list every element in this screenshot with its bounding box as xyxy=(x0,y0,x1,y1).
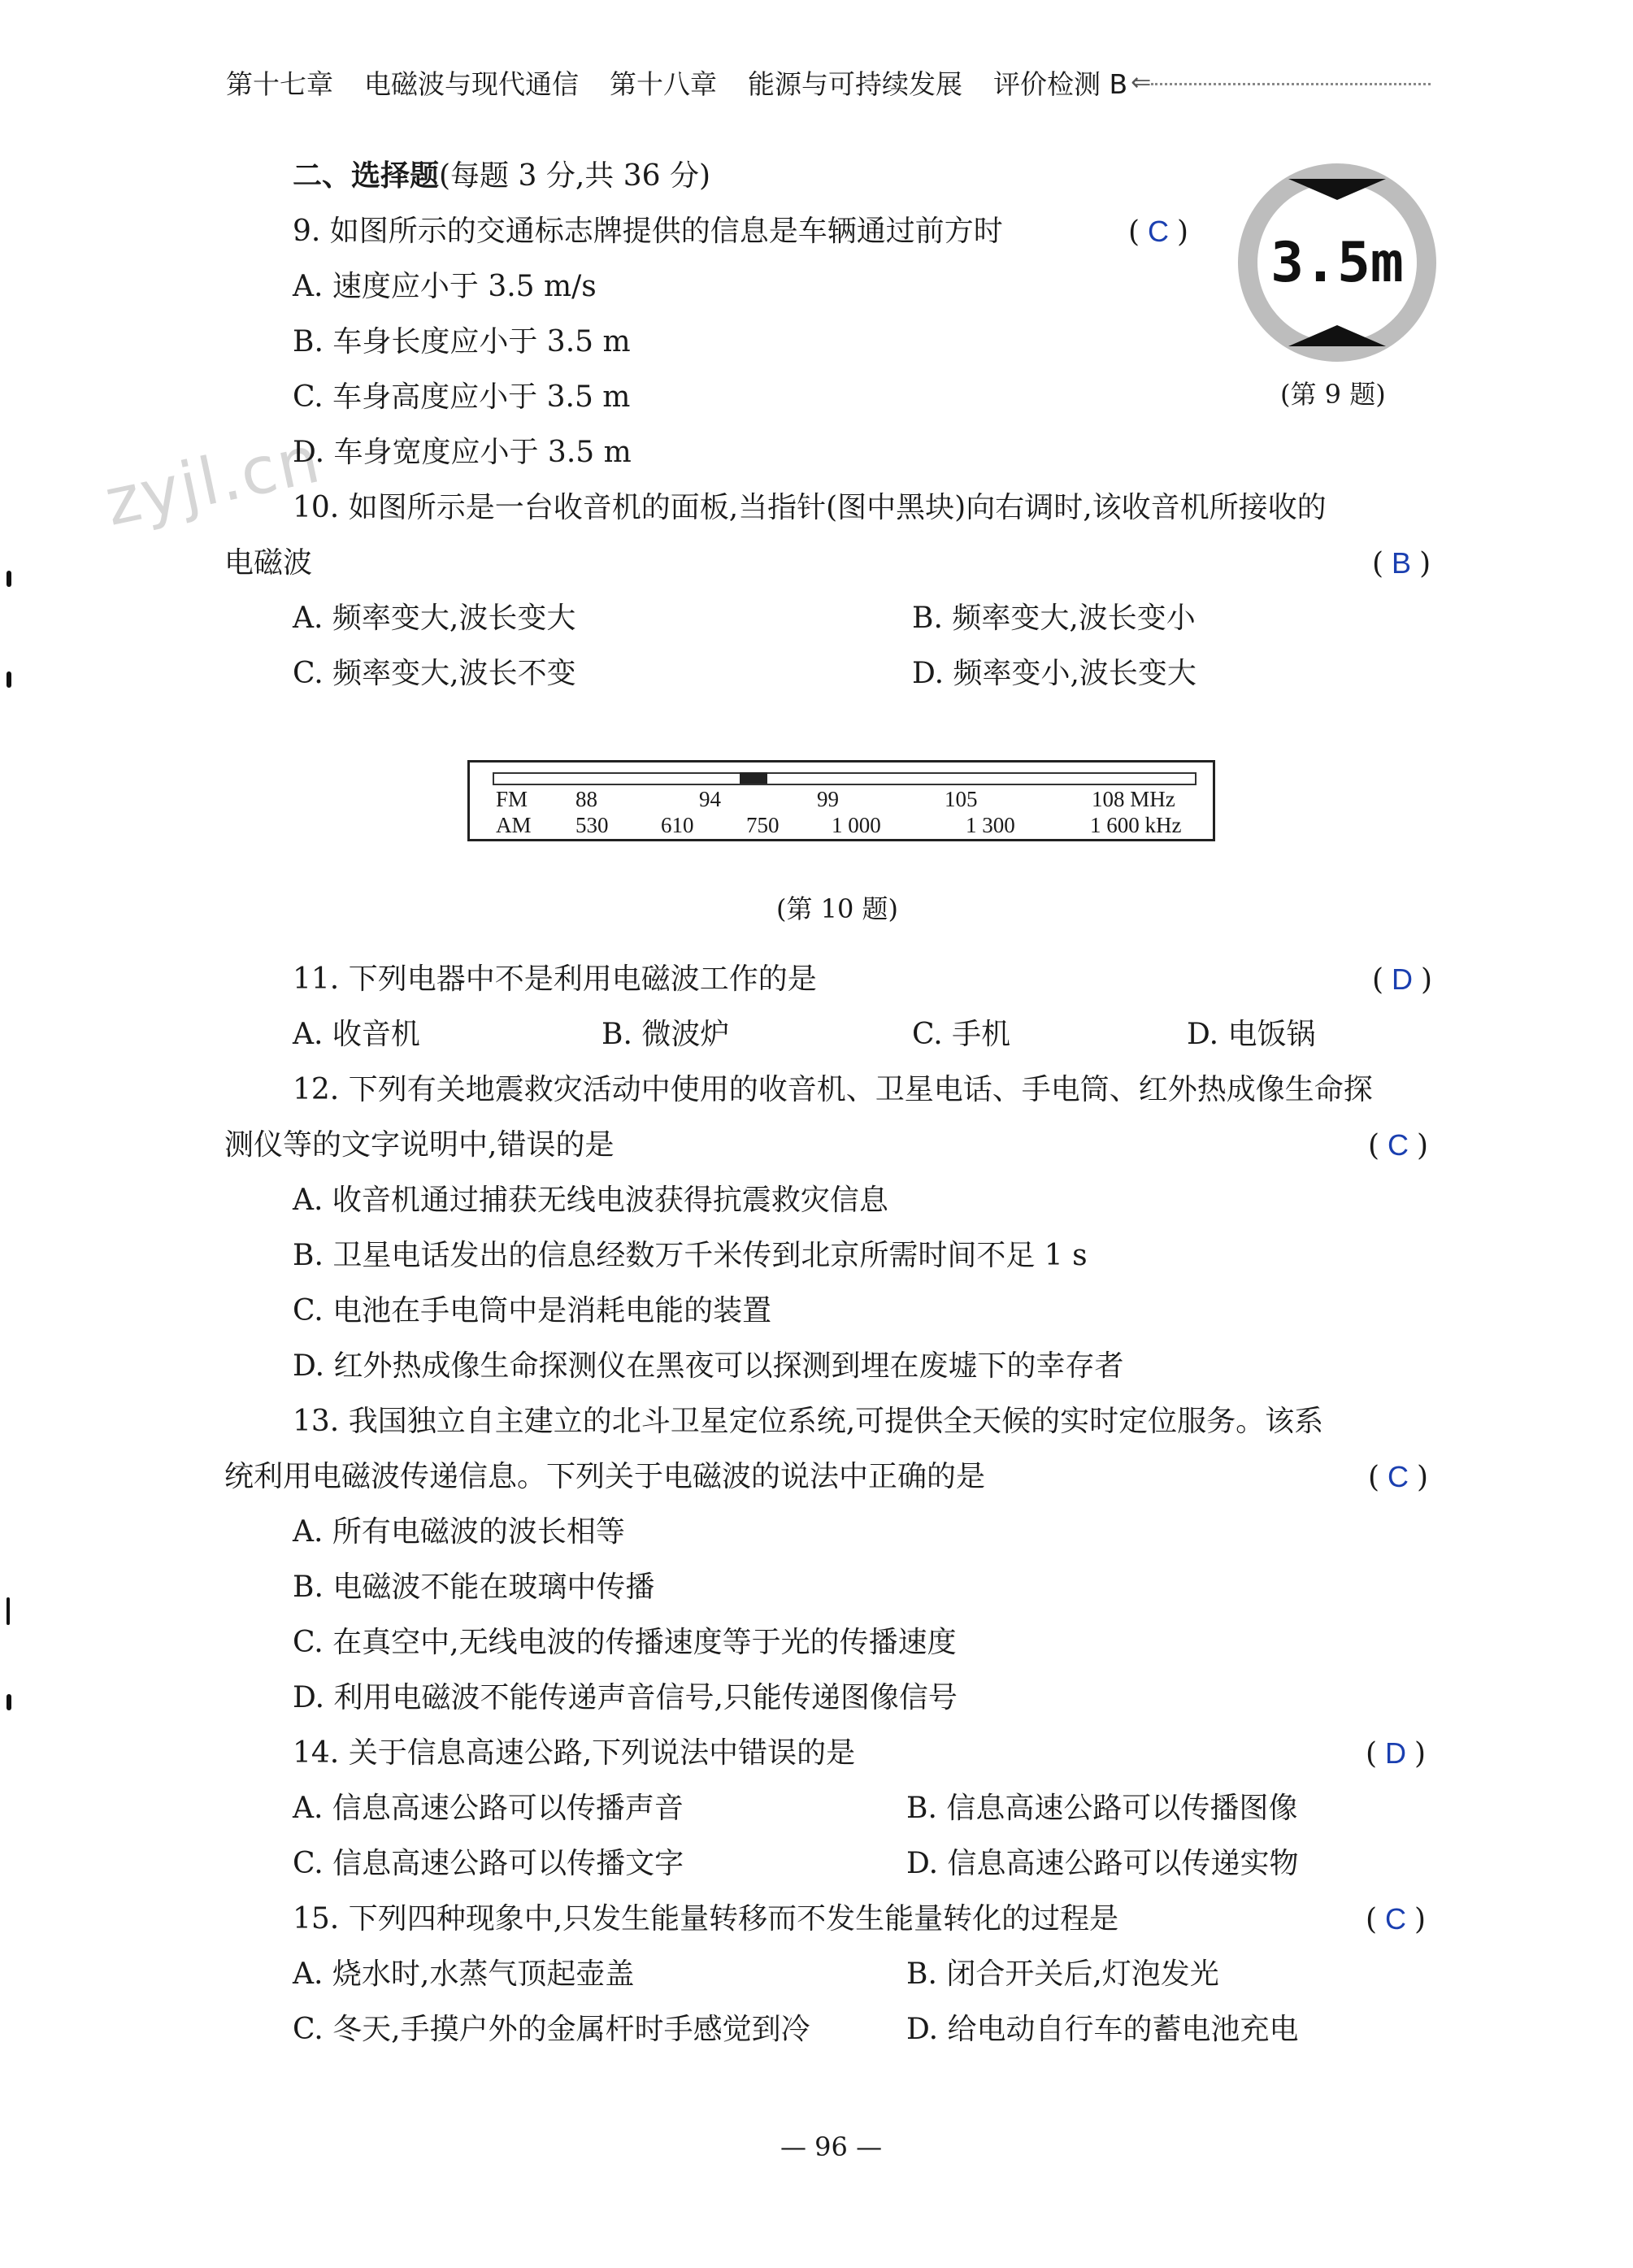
question-15-stem: 15. 下列四种现象中,只发生能量转移而不发生能量转化的过程是 xyxy=(293,1902,1119,1936)
question-13-option-a: A. 所有电磁波的波长相等 xyxy=(293,1515,625,1549)
question-14-option-d: D. 信息高速公路可以传递实物 xyxy=(906,1847,1299,1880)
header-chapter-17-title: 电磁波与现代通信 xyxy=(364,67,579,100)
figure-10-caption: (第 10 题) xyxy=(776,893,899,924)
question-9-option-d: D. 车身宽度应小于 3.5 m xyxy=(293,436,632,469)
section-note: (每题 3 分,共 36 分) xyxy=(439,159,711,193)
question-13-stem-line-2: 统利用电磁波传递信息。下列关于电磁波的说法中正确的是 xyxy=(224,1460,986,1493)
question-12-option-c: C. 电池在手电筒中是消耗电能的装置 xyxy=(293,1294,772,1327)
am-tick: 750 xyxy=(746,813,780,837)
am-tick: 1 600 kHz xyxy=(1090,813,1182,837)
question-13-stem-line-1: 13. 我国独立自主建立的北斗卫星定位系统,可提供全天候的实时定位服务。该系 xyxy=(293,1405,1324,1438)
question-11-option-c: C. 手机 xyxy=(912,1018,1011,1051)
question-9-option-a: A. 速度应小于 3.5 m/s xyxy=(293,270,597,303)
question-15-option-c: C. 冬天,手摸户外的金属杆时手感觉到冷 xyxy=(293,2013,810,2046)
question-9-stem: 9. 如图所示的交通标志牌提供的信息是车辆通过前方时 xyxy=(293,215,1003,248)
question-12-option-d: D. 红外热成像生命探测仪在黑夜可以探测到埋在废墟下的幸存者 xyxy=(293,1349,1124,1383)
question-13-option-d: D. 利用电磁波不能传递声音信号,只能传递图像信号 xyxy=(293,1681,958,1714)
question-10-answer: ( B ) xyxy=(1372,546,1431,580)
question-13-answer: ( C ) xyxy=(1368,1460,1429,1494)
question-11-answer: ( D ) xyxy=(1372,962,1433,997)
question-11-option-b: B. 微波炉 xyxy=(602,1018,730,1051)
question-10-option-d: D. 频率变小,波长变大 xyxy=(912,657,1197,690)
am-tick: 1 000 xyxy=(832,813,881,837)
question-10-stem-line-1: 10. 如图所示是一台收音机的面板,当指针(图中黑块)向右调时,该收音机所接收的 xyxy=(293,491,1327,524)
fm-tick: 105 xyxy=(945,787,978,811)
question-14-option-b: B. 信息高速公路可以传播图像 xyxy=(906,1792,1298,1825)
fm-tick: 94 xyxy=(699,787,721,811)
scan-margin-mark xyxy=(7,1597,10,1625)
header-arrow-icon: ⇐ xyxy=(1131,67,1152,97)
question-12-answer: ( C ) xyxy=(1368,1128,1429,1162)
sign-text: 3.5m xyxy=(1270,231,1404,295)
watermark-text: zyjl.cn xyxy=(98,421,328,541)
scan-margin-mark xyxy=(7,1694,11,1710)
am-tick: 530 xyxy=(575,813,609,837)
question-11-option-a: A. 收音机 xyxy=(293,1018,420,1051)
question-10-stem-line-2: 电磁波 xyxy=(224,546,313,580)
question-10-option-a: A. 频率变大,波长变大 xyxy=(293,602,576,635)
header-chapter-18-title: 能源与可持续发展 xyxy=(748,67,962,100)
question-10-option-b: B. 频率变大,波长变小 xyxy=(912,602,1196,635)
page-number: — 96 — xyxy=(780,2131,883,2162)
radio-dial-panel xyxy=(467,760,1215,841)
header-test-name: 评价检测 B xyxy=(993,67,1128,100)
question-14-option-a: A. 信息高速公路可以传播声音 xyxy=(293,1792,684,1825)
question-15-answer: ( C ) xyxy=(1366,1902,1427,1936)
question-15-option-d: D. 给电动自行车的蓄电池充电 xyxy=(906,2013,1299,2046)
question-9-option-b: B. 车身长度应小于 3.5 m xyxy=(293,325,631,358)
header-dotted-rule xyxy=(1151,83,1431,85)
question-9-answer: ( C ) xyxy=(1128,215,1189,249)
question-15-option-a: A. 烧水时,水蒸气顶起壶盖 xyxy=(293,1957,635,1991)
figure-9-caption: (第 9 题) xyxy=(1280,379,1386,410)
section-title: 二、选择题 xyxy=(293,159,440,193)
question-14-stem: 14. 关于信息高速公路,下列说法中错误的是 xyxy=(293,1736,856,1770)
section-heading xyxy=(293,156,710,197)
question-12-stem-line-1: 12. 下列有关地震救灾活动中使用的收音机、卫星电话、手电筒、红外热成像生命探 xyxy=(293,1073,1373,1106)
header-chapter-18: 第十八章 xyxy=(610,67,717,100)
am-tick: 610 xyxy=(661,813,694,837)
scan-margin-mark xyxy=(7,571,11,587)
fm-tick: 88 xyxy=(575,787,597,811)
radio-dial-pointer xyxy=(740,772,767,784)
fm-tick: 99 xyxy=(817,787,839,811)
question-15-option-b: B. 闭合开关后,灯泡发光 xyxy=(906,1957,1219,1991)
question-11-option-d: D. 电饭锅 xyxy=(1187,1018,1316,1051)
question-12-option-b: B. 卫星电话发出的信息经数万千米传到北京所需时间不足 1 s xyxy=(293,1239,1088,1272)
am-tick: 1 300 xyxy=(966,813,1015,837)
am-label: AM xyxy=(496,813,532,837)
question-14-option-c: C. 信息高速公路可以传播文字 xyxy=(293,1847,684,1880)
fm-label: FM xyxy=(496,787,528,811)
question-11-stem: 11. 下列电器中不是利用电磁波工作的是 xyxy=(293,962,817,996)
question-12-stem-line-2: 测仪等的文字说明中,错误的是 xyxy=(224,1128,615,1162)
question-9-option-c: C. 车身高度应小于 3.5 m xyxy=(293,380,631,414)
question-13-option-b: B. 电磁波不能在玻璃中传播 xyxy=(293,1571,655,1604)
question-13-option-c: C. 在真空中,无线电波的传播速度等于光的传播速度 xyxy=(293,1626,957,1659)
question-12-option-a: A. 收音机通过捕获无线电波获得抗震救灾信息 xyxy=(293,1184,888,1217)
radio-dial-track xyxy=(493,772,1197,785)
question-14-answer: ( D ) xyxy=(1366,1736,1427,1771)
running-header xyxy=(226,62,1461,102)
header-chapter-17: 第十七章 xyxy=(226,67,333,100)
fm-tick: 108 MHz xyxy=(1092,787,1175,811)
question-10-option-c: C. 频率变大,波长不变 xyxy=(293,657,576,690)
height-limit-sign xyxy=(1236,161,1439,364)
scan-margin-mark xyxy=(7,671,11,688)
